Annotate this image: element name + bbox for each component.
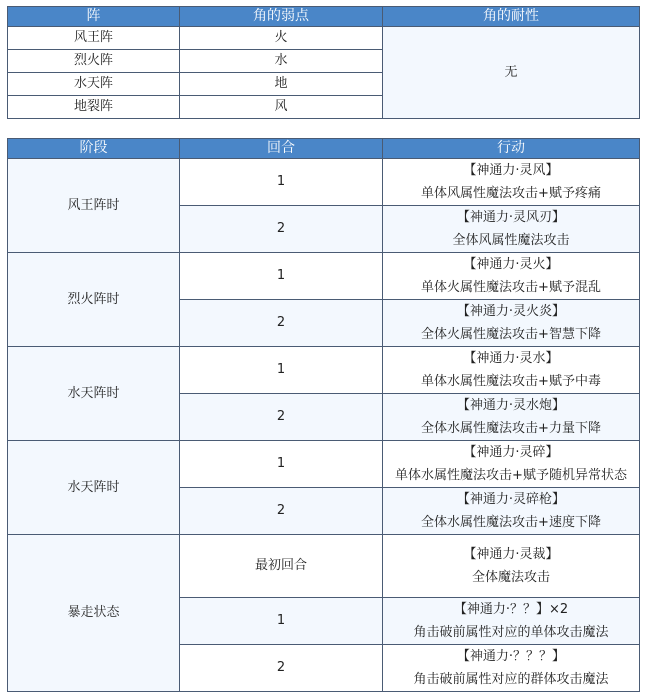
stage-cell: 水天阵时 [8,441,180,535]
turn-cell: 1 [180,159,383,206]
turn-cell: 1 [180,347,383,394]
skill-effect: 全体火属性魔法攻击+智慧下降 [421,327,601,342]
turn-cell: 1 [180,441,383,488]
weakness-cell: 风 [180,96,383,119]
skill-name: 【神通力·灵风刃】 [456,210,566,225]
skill-effect: 全体水属性魔法攻击+速度下降 [421,515,601,530]
weakness-cell: 地 [180,73,383,96]
turn-cell: 2 [180,488,383,535]
skill-effect: 单体风属性魔法攻击+赋予疼痛 [421,186,601,201]
resistance-cell: 无 [383,27,640,119]
header-weakness: 角的弱点 [180,7,383,27]
weakness-cell: 水 [180,50,383,73]
skill-effect: 角击破前属性对应的群体攻击魔法 [413,672,609,687]
formation-cell: 烈火阵 [8,50,180,73]
action-cell [383,347,640,394]
skill-name: 【神通力·？？】×2 [453,602,569,617]
turn-cell: 2 [180,394,383,441]
skill-name: 【神通力·灵风】 [463,163,559,178]
header-action: 行动 [383,139,640,159]
formation-cell: 水天阵 [8,73,180,96]
header-stage: 阶段 [8,139,180,159]
skill-name: 【神通力·灵火炎】 [456,304,566,319]
skill-effect: 单体火属性魔法攻击+赋予混乱 [421,280,601,295]
skill-effect: 角击破前属性对应的单体攻击魔法 [413,625,609,640]
action-cell [383,598,640,645]
action-cell [383,535,640,598]
stage-cell: 暴走状态 [8,535,180,692]
turn-cell: 1 [180,598,383,645]
formation-cell: 风王阵 [8,27,180,50]
skill-effect: 单体水属性魔法攻击+赋予随机异常状态 [395,468,627,483]
action-cell [383,253,640,300]
skill-name: 【神通力·灵水】 [463,351,559,366]
skill-name: 【神通力·灵碎】 [463,445,559,460]
action-cell [383,645,640,692]
action-cell [383,159,640,206]
stage-cell: 水天阵时 [8,347,180,441]
skill-effect: 单体水属性魔法攻击+赋予中毒 [421,374,601,389]
table-row [8,253,640,300]
turn-cell: 2 [180,206,383,253]
stage-cell: 烈火阵时 [8,253,180,347]
table-row [8,347,640,394]
skill-name: 【神通力·灵水炮】 [456,398,566,413]
stage-cell: 风王阵时 [8,159,180,253]
formation-weakness-table [7,6,640,119]
skill-effect: 全体水属性魔法攻击+力量下降 [421,421,601,436]
header-resistance: 角的耐性 [383,7,640,27]
skill-name: 【神通力·？？？】 [456,649,566,664]
turn-cell: 最初回合 [180,535,383,598]
formation-cell: 地裂阵 [8,96,180,119]
action-cell [383,394,640,441]
skill-effect: 全体风属性魔法攻击 [452,233,570,248]
action-cell [383,300,640,347]
skill-effect: 全体魔法攻击 [471,570,550,585]
header-formation: 阵 [8,7,180,27]
action-cell [383,488,640,535]
turn-cell: 2 [180,645,383,692]
header-turn: 回合 [180,139,383,159]
action-cell [383,206,640,253]
skill-name: 【神通力·灵火】 [463,257,559,272]
table-row [8,27,640,50]
turn-cell: 1 [180,253,383,300]
battle-action-table [7,138,640,692]
table-row [8,159,640,206]
table-row [8,441,640,488]
table-row [8,535,640,598]
turn-cell: 2 [180,300,383,347]
weakness-cell: 火 [180,27,383,50]
skill-name: 【神通力·灵裁】 [463,547,559,562]
skill-name: 【神通力·灵碎枪】 [456,492,566,507]
action-cell [383,441,640,488]
